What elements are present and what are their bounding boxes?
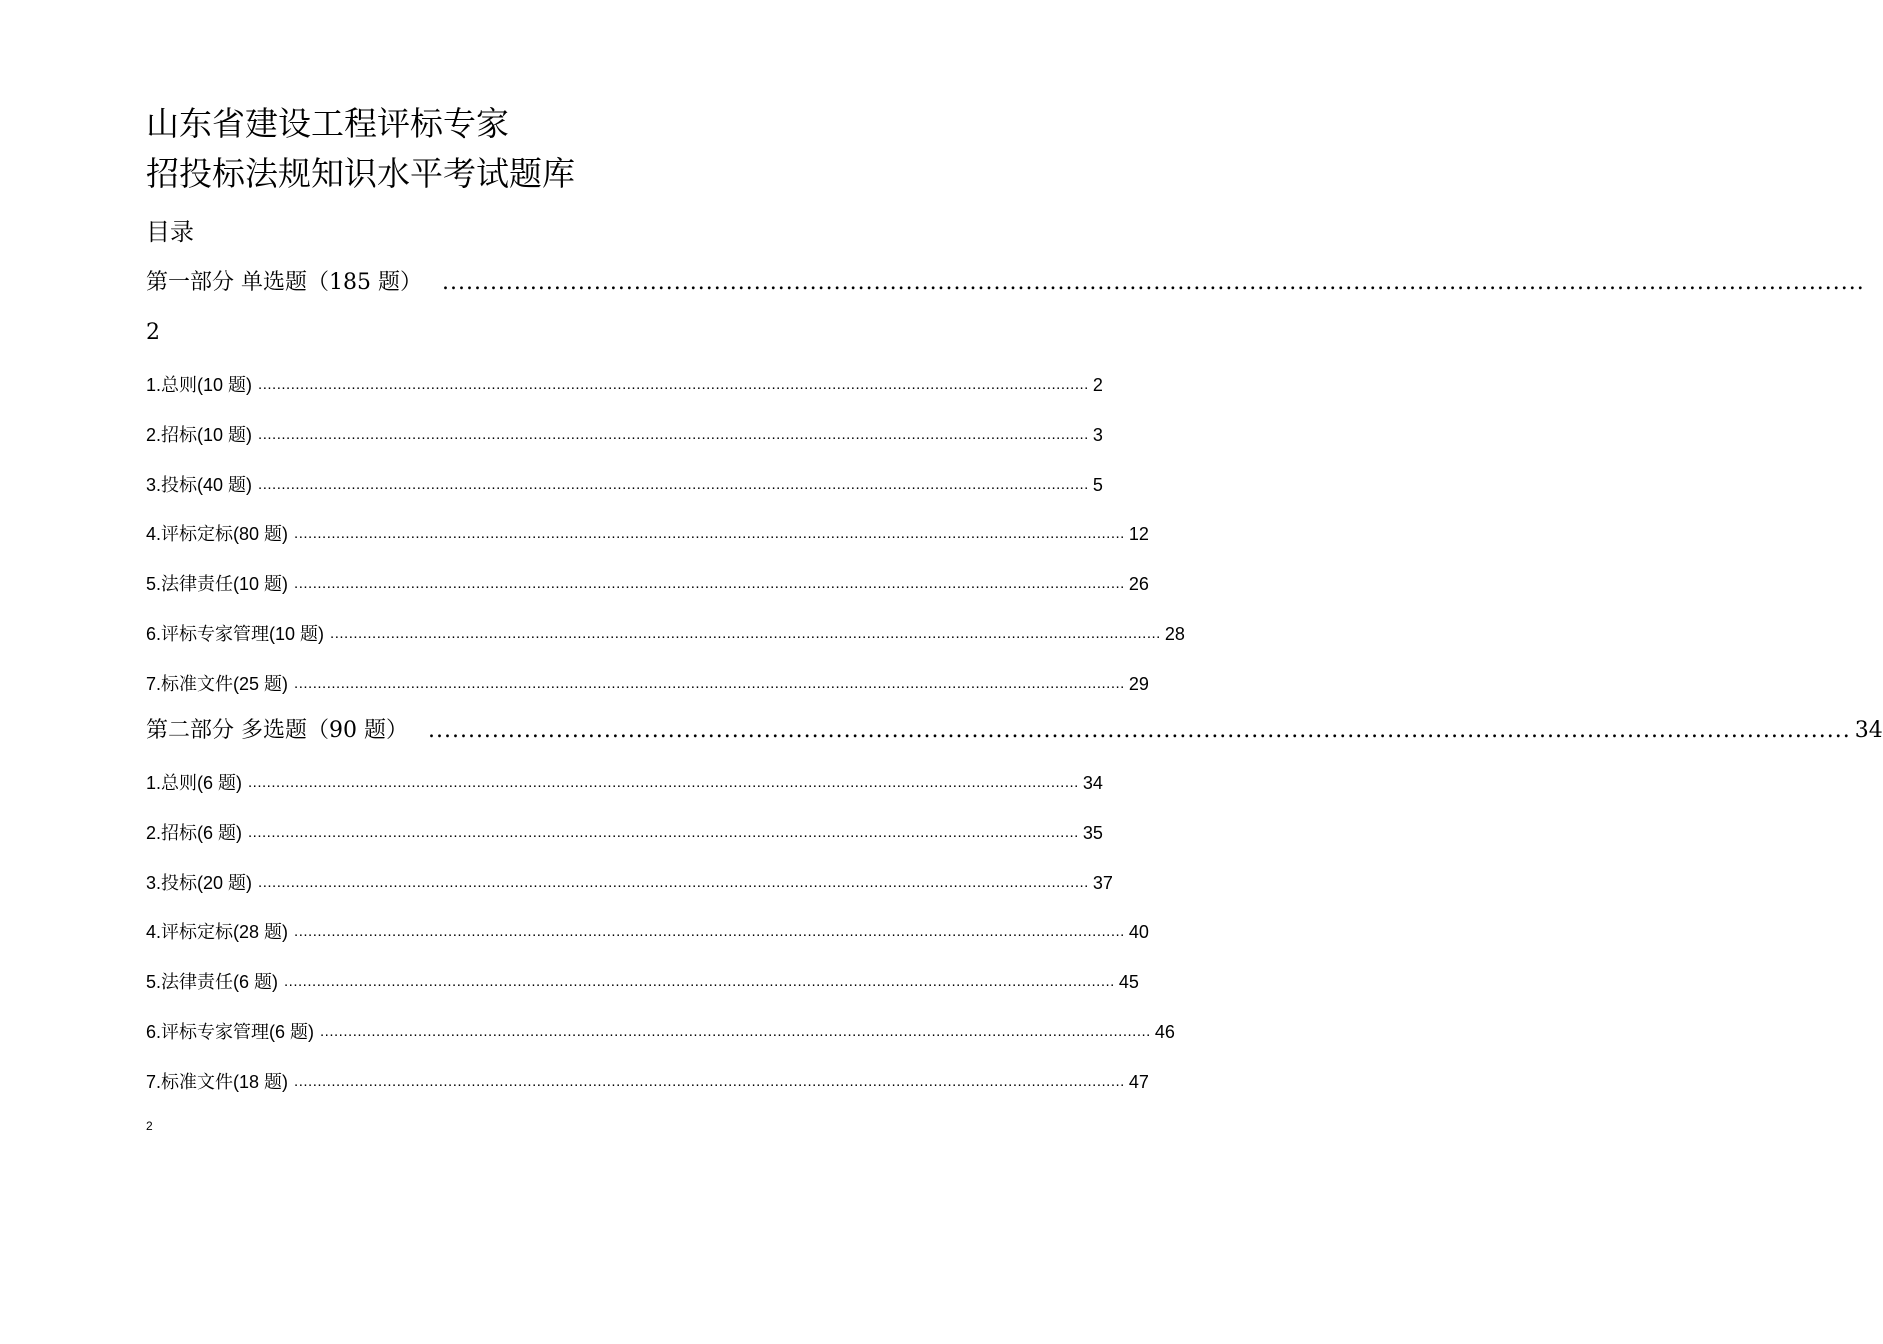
toc-entry[interactable] bbox=[146, 472, 1103, 498]
toc-entry-label: 6.评标专家管理(6 题) bbox=[146, 1022, 315, 1042]
toc-entry-page: 35 bbox=[1082, 823, 1103, 843]
toc-part-2[interactable] bbox=[146, 716, 1883, 746]
footer-page-number: 2 bbox=[146, 1119, 153, 1133]
toc-entry-label: 4.评标定标(80 题) bbox=[146, 524, 289, 544]
toc-entry[interactable] bbox=[146, 969, 1139, 995]
toc-entry-page: 28 bbox=[1164, 624, 1185, 644]
toc-entry-label: 7.标准文件(25 题) bbox=[146, 674, 289, 694]
toc-entry-page: 40 bbox=[1128, 922, 1149, 942]
toc-entry-label: 3.投标(20 题) bbox=[146, 873, 253, 893]
dot-leader: .................................................................................................................................................................................. bbox=[294, 675, 1125, 692]
toc-entry-page: 3 bbox=[1092, 425, 1103, 445]
toc-entry-page: 29 bbox=[1128, 674, 1149, 694]
toc-entry-page: 5 bbox=[1092, 475, 1103, 495]
toc-entry-page: 12 bbox=[1128, 524, 1149, 544]
dot-leader: .................................................................................................................................................................................. bbox=[294, 525, 1125, 542]
toc-entry-page: 46 bbox=[1154, 1022, 1175, 1042]
toc-entry-page: 2 bbox=[1092, 375, 1103, 395]
dot-leader: .................................................................................................................................................................................. bbox=[320, 1023, 1151, 1040]
toc-entry-label: 1.总则(10 题) bbox=[146, 375, 253, 395]
dot-leader: .................................................................................................................................................................................. bbox=[427, 718, 1851, 743]
toc-entry[interactable] bbox=[146, 571, 1149, 597]
toc-entry-label: 5.法律责任(10 题) bbox=[146, 574, 289, 594]
dot-leader: .................................................................................................................................................................................. bbox=[258, 376, 1089, 393]
dot-leader: .................................................................................................................................................................................. bbox=[258, 426, 1089, 443]
dot-leader: .................................................................................................................................................................................. bbox=[294, 923, 1125, 940]
dot-leader: .................................................................................................................................................................................. bbox=[441, 270, 1865, 295]
document-title-line-1: 山东省建设工程评标专家 bbox=[146, 104, 509, 143]
dot-leader: .................................................................................................................................................................................. bbox=[258, 874, 1089, 891]
toc-entry-page: 47 bbox=[1128, 1072, 1149, 1092]
toc-entry-label: 1.总则(6 题) bbox=[146, 773, 243, 793]
toc-entry[interactable] bbox=[146, 671, 1149, 697]
toc-entry[interactable] bbox=[146, 919, 1149, 945]
toc-entry-label: 6.评标专家管理(10 题) bbox=[146, 624, 325, 644]
toc-entry[interactable] bbox=[146, 770, 1103, 796]
toc-entry[interactable] bbox=[146, 1019, 1175, 1045]
toc-entry-label: 2.招标(6 题) bbox=[146, 823, 243, 843]
toc-part-label: 第二部分 多选题（90 题） bbox=[146, 718, 408, 743]
toc-part-page: 34 bbox=[1854, 718, 1883, 743]
toc-entry-label: 7.标准文件(18 题) bbox=[146, 1072, 289, 1092]
toc-entry[interactable] bbox=[146, 1069, 1149, 1095]
toc-entry-page: 37 bbox=[1092, 873, 1113, 893]
toc-entry-label: 4.评标定标(28 题) bbox=[146, 922, 289, 942]
toc-part-label: 第一部分 单选题（185 题） bbox=[146, 270, 422, 295]
dot-leader: .................................................................................................................................................................................. bbox=[248, 824, 1079, 841]
dot-leader: .................................................................................................................................................................................. bbox=[248, 774, 1079, 791]
dot-leader: .................................................................................................................................................................................. bbox=[294, 1073, 1125, 1090]
toc-part-1-page: 2 bbox=[146, 320, 160, 345]
document-title-line-2: 招投标法规知识水平考试题库 bbox=[146, 154, 575, 193]
toc-entry[interactable] bbox=[146, 820, 1103, 846]
toc-entry-label: 3.投标(40 题) bbox=[146, 475, 253, 495]
toc-entry-page: 34 bbox=[1082, 773, 1103, 793]
toc-entry[interactable] bbox=[146, 521, 1149, 547]
toc-entry-page: 45 bbox=[1118, 972, 1139, 992]
dot-leader: .................................................................................................................................................................................. bbox=[330, 625, 1161, 642]
toc-part-1[interactable] bbox=[146, 268, 1865, 298]
dot-leader: .................................................................................................................................................................................. bbox=[284, 973, 1115, 990]
dot-leader: .................................................................................................................................................................................. bbox=[258, 476, 1089, 493]
toc-entry[interactable] bbox=[146, 870, 1113, 896]
toc-entry-label: 5.法律责任(6 题) bbox=[146, 972, 279, 992]
toc-heading: 目录 bbox=[146, 218, 194, 246]
toc-entry-label: 2.招标(10 题) bbox=[146, 425, 253, 445]
toc-entry[interactable] bbox=[146, 372, 1103, 398]
toc-entry-page: 26 bbox=[1128, 574, 1149, 594]
toc-entry[interactable] bbox=[146, 621, 1185, 647]
toc-entry[interactable] bbox=[146, 422, 1103, 448]
dot-leader: .................................................................................................................................................................................. bbox=[294, 575, 1125, 592]
